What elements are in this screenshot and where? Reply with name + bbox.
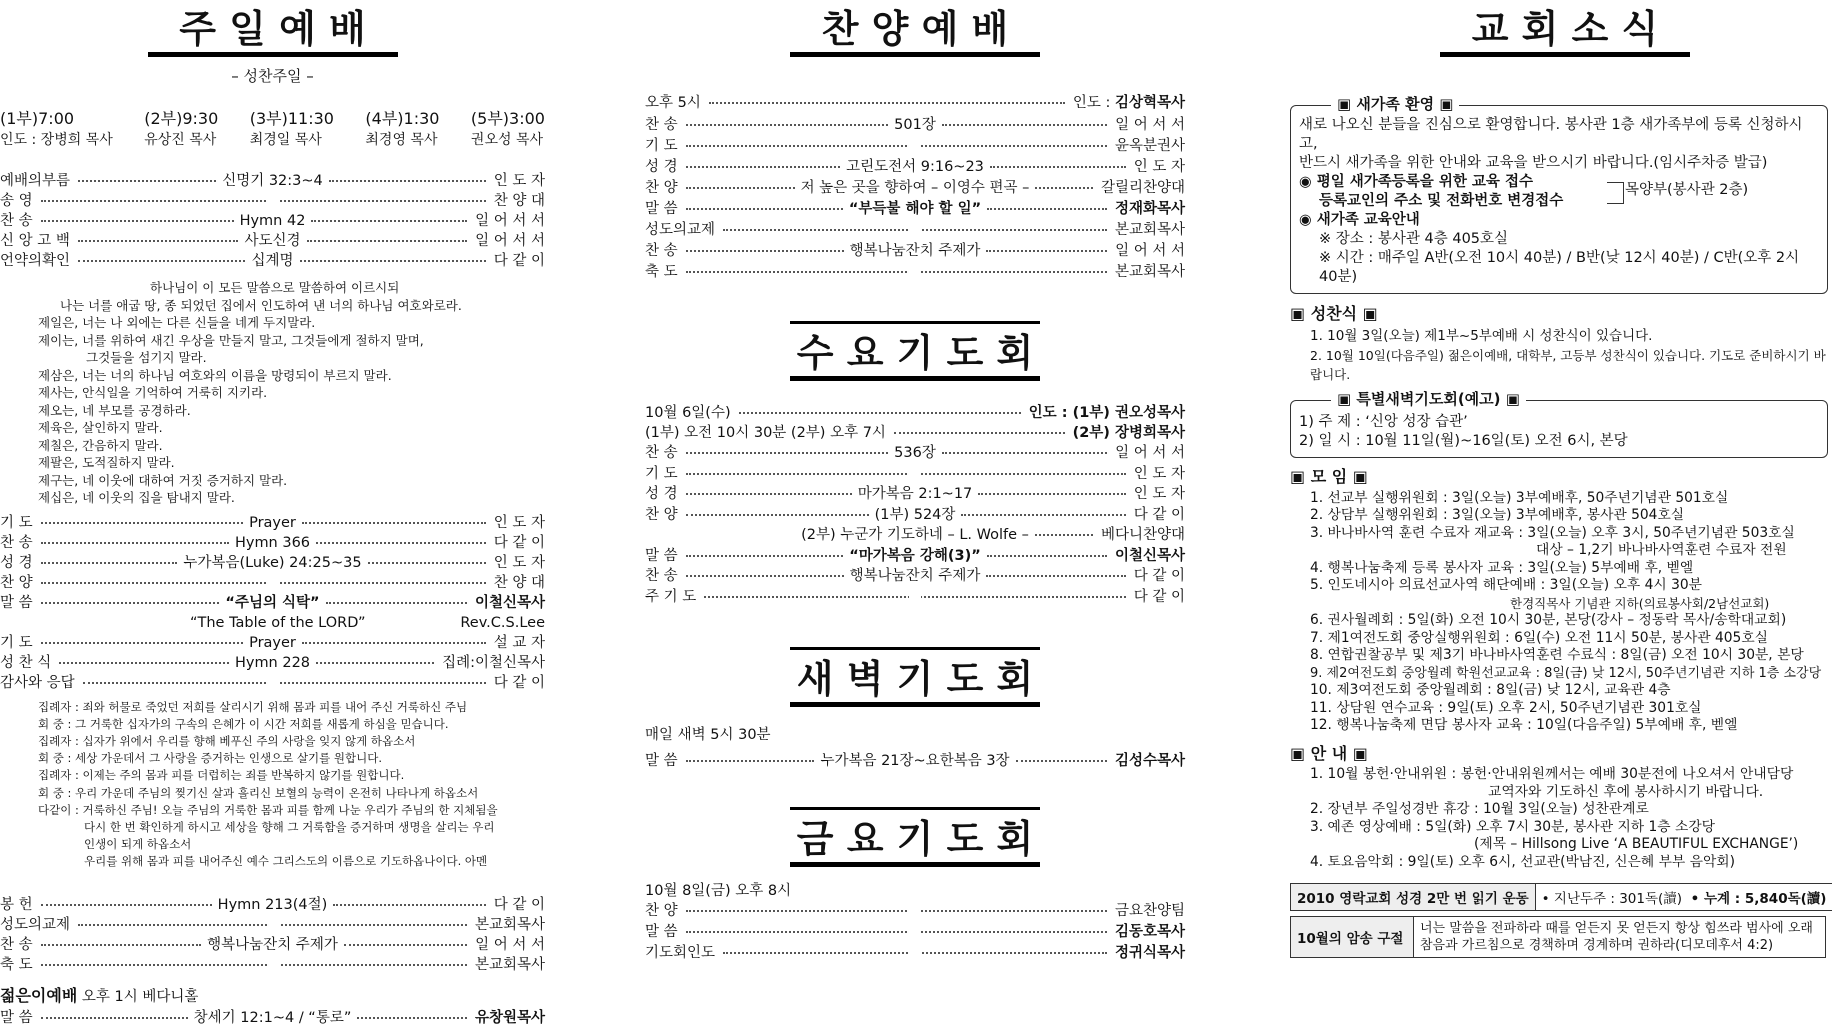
guides-section: ▣ 안 내 ▣ 1. 10월 봉헌·안내위원 : 봉헌·안내위원께서는 예배 30분전에 나오셔서 안내담당 교역자와 기도하신 후에 봉사하시기 바랍니다. 2. 장년부 주일성경반 휴강 : 10월 3일(오늘) 성찬관계로 3. 예존 영상예배 : 5일(화) 오후 7시 30분, 봉사관 지하 1층 소강당 (제목 – Hillsong Live ‘A BEAUTIFUL EXCHANGE’) 4. 토요음악회 : 9일(토) 오후 6시, 선교관(박남진, 신은혜 부부 음악회) (1290, 745, 1828, 872)
newcomer-box: ▣ 새가족 환영 ▣ 새로 나오신 분들을 진심으로 환영합니다. 봉사관 1층 새가족부에 등록 신청하시고, 반드시 새가족을 위한 안내와 교육을 받으시기 바랍니다.(임시주차증 발급) ◉ 평일 새가족등록을 위한 교육 접수 등록교인의 주소 및 전화번호 변경접수 목양부(봉사관 2층) ◉ 새가족 교육안내 ※ 장소 : 봉사관 4층 405호실 ※ 시간 : 매주일 A반(오전 10시 40분) / B반(낮 12시 40분) / C반(오후 2시 40분) (1290, 105, 1828, 294)
service-4: (4부)1:30 최경영 목사 (365, 109, 440, 148)
order-row: 말 씀 “주님의 식탁” 이철신목사 (0, 594, 545, 611)
order-row: (2부) 누군가 기도하네 – L. Wolfe – 베다니찬양대 (645, 525, 1185, 546)
order-row: 말 씀 김동호목사 (645, 924, 1185, 940)
guides-heading: ▣ 안 내 ▣ (1290, 743, 1368, 763)
order-list-4 (0, 895, 545, 975)
order-row: 성도의교제 본교회목사 (0, 916, 545, 933)
order-row: 찬 송 행복나눔잔치 주제가 다 같 이 (645, 568, 1185, 584)
dawn-time: 매일 새벽 5시 30분 (645, 727, 771, 743)
order-row: 찬 양 저 높은 곳을 향하여 – 이영수 편곡 – 갈릴리찬양대 (645, 180, 1185, 196)
order-row: 찬 송 Hymn 42 일 어 서 서 (0, 213, 545, 229)
meetings-heading: ▣ 모 임 ▣ (1290, 467, 1368, 486)
communion-liturgy: 집례자 : 죄와 허물로 죽었던 저희를 살리시기 위해 몸과 피를 내어 주신 거룩하신 주님 회 중 : 그 거룩한 십자가의 구속의 은혜가 이 시간 저희를 새롭게 하심을 믿습니다. 집례자 : 십자가 위에서 우리를 향해 베푸신 주의 사랑을 잊지 않게 하옵소서 회 중 : 세상 가운데서 그 사랑을 증거하는 인생으로 살기를 원합니다. 집례자 : 이제는 주의 몸과 피를 더럽히는 죄를 반복하지 않기를 원합니다. 회 중 : 우리 가운데 주님의 찢기신 살과 흘리신 보혈의 능력이 온전히 나타나게 하옵소서 다같이 : 거룩하신 주님! 오늘 주님의 거룩한 몸과 피를 함께 나눈 우리가 주님의 한 지체됨을 다시 한 번 확인하게 하시고 세상을 향해 그 거룩함을 증거하며 생명을 살리는 우리 인생이 되게 하옵소서 우리를 위해 몸과 피를 내어주신 예수 그리스도의 이름으로 기도하옵나이다. 아멘 (38, 699, 498, 869)
communion-heading: ▣ 성찬식 ▣ (1290, 304, 1378, 323)
praise-title: 찬 양 예 배 (790, 0, 1040, 57)
service-1: (1부)7:00 인도 : 장병희 목사 (0, 109, 113, 148)
bible-last-two-weeks: • 지난두주 : 301독(讀) (1541, 891, 1683, 907)
bible-reading-table (1290, 883, 1832, 911)
order-row: 말 씀 창세기 12:1~4 / “통로” 유창원목사 (0, 1009, 545, 1026)
order-list-1 (0, 171, 545, 271)
special-dawn-title: ▣ 특별새벽기도회(예고) ▣ (1331, 390, 1526, 409)
order-row: 말 씀 “부득불 해야 할 일” 정재화목사 (645, 201, 1185, 217)
news-title: 교 회 소 식 (1440, 0, 1690, 57)
order-list-3 (0, 633, 545, 693)
order-row: 찬 양 (1부) 524장 다 같 이 (645, 506, 1185, 523)
order-row: 언약의확인 십계명 다 같 이 (0, 253, 545, 269)
order-row: 기 도 Prayer 설 교 자 (0, 634, 545, 651)
order-row: 송 영 찬 양 대 (0, 193, 545, 209)
order-row: 감사와 응답 다 같 이 (0, 674, 545, 691)
order-row: 성도의교제 본교회목사 (645, 222, 1185, 238)
bible-reading-label: 2010 영락교회 성경 2만 번 읽기 운동 (1291, 884, 1536, 911)
order-row: 축 도 본교회목사 (0, 956, 545, 973)
memory-verse-table (1290, 916, 1826, 958)
memory-verse-text: 너는 말씀을 전파하라 때를 얻든지 못 얻든지 항상 힘쓰라 범사에 오래 참음과 가르침으로 경책하며 경계하며 권하라(디모데후서 4:2) (1414, 917, 1826, 958)
bracket (1607, 182, 1624, 204)
communion-section: ▣ 성찬식 ▣ 1. 10월 3일(오늘) 제1부~5부예배 시 성찬식이 있습니다. 2. 10월 10일(다음주일) 젊은이예배, 대학부, 고등부 성찬식이 있습니다. 기도로 준비하시기 바랍니다. (1290, 304, 1828, 384)
praise-order (645, 115, 1185, 283)
sunday-title: 주 일 예 배 (148, 0, 398, 57)
order-row: 기도회인도 정귀식목사 (645, 945, 1185, 961)
order-row: 예배의부름 신명기 32:3~4 인 도 자 (0, 173, 545, 189)
service-2: (2부)9:30 유상진 목사 (144, 109, 219, 148)
order-row: 성 경 고린도전서 9:16~23 인 도 자 (645, 159, 1185, 175)
order-row: 찬 양 금요찬양팀 (645, 903, 1185, 919)
order-row: 찬 송 행복나눔잔치 주제가 일 어 서 서 (645, 243, 1185, 259)
bible-total: • 누계 : 5,840독(讀) (1690, 891, 1827, 907)
order-row: 봉 헌 Hymn 213(4절) 다 같 이 (0, 896, 545, 913)
sunday-subtitle: – 성찬주일 – (231, 67, 314, 85)
wednesday-title: 수 요 기 도 회 (790, 321, 1040, 381)
order-row: 기 도 윤옥분권사 (645, 138, 1185, 154)
special-dawn-box: ▣ 특별새벽기도회(예고) ▣ 1) 주 제 : ‘신앙 성장 습관’ 2) 일 시 : 10월 11일(월)~16일(토) 오전 6시, 본당 (1290, 400, 1828, 458)
dot-leader (739, 412, 1021, 414)
young-adult-service: 젊은이예배 오후 1시 베다니홀 (0, 985, 199, 1005)
wednesday-header-2: (1부) 오전 10시 30분 (2부) 오후 7시 (2부) 장병희목사 (645, 425, 1185, 441)
dot-leader (709, 102, 1065, 104)
wednesday-order (645, 443, 1185, 607)
service-times (0, 106, 545, 149)
meetings-section: ▣ 모 임 ▣ 1. 선교부 실행위원회 : 3일(오늘) 3부예배후, 50주년기념관 501호실 2. 상담부 실행위원회 : 3일(오늘) 3부예배후, 봉사관 504호실 3. 바나바사역 훈련 수료자 재교육 : 3일(오늘) 오후 3시, 50주년기념관 503호실 대상 – 1,2기 바나바사역훈련 수료자 전원 4. 행복나눔축제 등록 봉사자 교육 : 3일(오늘) 5부예배 후, 벧엘 5. 인도네시아 의료선교사역 해단예배 : 3일(오늘) 오후 4시 30분 한경직목사 기념관 지하(의료봉사회/2남선교회) 6. 권사월례회 : 5일(화) 오전 10시 30분, 본당(강사 – 정동락 목사/송학대교회) 7. 제1여전도회 중앙실행위원회 : 6일(수) 오전 11시 50분, 봉사관 405호실 8. 연합권찰공부 및 제3기 바나바사역훈련 수료식 : 8일(금) 오전 10시 30분, 본당 9. 제2여전도회 중앙월례 학원선교교육 : 8일(금) 낮 12시, 50주년기념관 지하 1층 소강당 10. 제3여전도회 중앙월례회 : 8일(금) 낮 12시, 교육관 4층 11. 상담원 연수교육 : 9일(토) 오후 2시, 50주년기념관 301호실 12. 행복나눔축제 면담 봉사자 교육 : 10일(다음주일) 5부예배 후, 벧엘 (1290, 468, 1828, 735)
friday-order (645, 901, 1185, 964)
order-row: 말 씀 “마가복음 강해(3)” 이철신목사 (645, 547, 1185, 564)
dot-leader (894, 432, 1065, 434)
news-column (1290, 0, 1828, 1035)
order-row: 성 경 누가복음(Luke) 24:25~35 인 도 자 (0, 554, 545, 571)
order-row: 축 도 본교회목사 (645, 264, 1185, 280)
order-row: 신 앙 고 백 사도신경 일 어 서 서 (0, 233, 545, 249)
ten-commandments: 하나님이 이 모든 말씀으로 말씀하여 이르시되 나는 너를 애굽 땅, 종 되었던 집에서 인도하여 낸 너의 하나님 여호와로라. 제일은, 너는 나 외에는 다른 신들을 네게 두지말라. 제이는, 너를 위하여 새긴 우상을 만들지 말고, 그것들에게 절하지 말며, 그것들을 섬기지 말라. 제삼은, 너는 너의 하나님 여호와의 이름을 망령되이 부르지 말라. 제사는, 안식일을 기억하여 거룩히 지키라. 제오는, 네 부모를 공경하라. 제육은, 살인하지 말라. 제칠은, 간음하지 말라. 제팔은, 도적질하지 말라. 제구는, 네 이웃에 대하여 거짓 증거하지 말라. 제십은, 네 이웃의 집을 탐내지 말라. (38, 280, 462, 505)
memory-verse-label: 10월의 암송 구절 (1291, 917, 1414, 958)
friday-date: 10월 8일(금) 오후 8시 (645, 883, 792, 899)
sunday-column (0, 0, 545, 1035)
order-row: 성 찬 식 Hymn 228 집례:이철신목사 (0, 654, 545, 671)
dawn-title: 새 벽 기 도 회 (790, 647, 1040, 707)
order-row: 찬 양 찬 양 대 (0, 574, 545, 591)
order-row: 찬 송 Hymn 366 다 같 이 (0, 534, 545, 551)
order-row: 찬 송 536장 일 어 서 서 (645, 445, 1185, 461)
order-row: 기 도 Prayer 인 도 자 (0, 514, 545, 531)
order-row: 말 씀 누가복음 21장~요한복음 3장 김성수목사 (645, 753, 1185, 769)
sermon-english-row: “The Table of the LORD” Rev.C.S.Lee (190, 614, 545, 631)
service-5: (5부)3:00 권오성 목사 (470, 109, 545, 148)
order-list-2 (0, 513, 545, 633)
newcomer-title: ▣ 새가족 환영 ▣ (1331, 95, 1459, 114)
order-row: 찬 송 501장 일 어 서 서 (645, 117, 1185, 133)
order-row: 성 경 마가복음 2:1~17 인 도 자 (645, 486, 1185, 502)
friday-title: 금 요 기 도 회 (790, 807, 1040, 867)
praise-header: 오후 5시 인도 : 김상혁목사 (645, 95, 1185, 111)
order-row: 주 기 도 다 같 이 (645, 588, 1185, 605)
order-row: 찬 송 행복나눔잔치 주제가 일 어 서 서 (0, 936, 545, 953)
service-3: (3부)11:30 최경일 목사 (249, 109, 334, 148)
order-row: 기 도 인 도 자 (645, 465, 1185, 482)
evening-column (645, 0, 1185, 1035)
wednesday-header-1: 10월 6일(수) 인도 : (1부) 권오성목사 (645, 405, 1185, 421)
